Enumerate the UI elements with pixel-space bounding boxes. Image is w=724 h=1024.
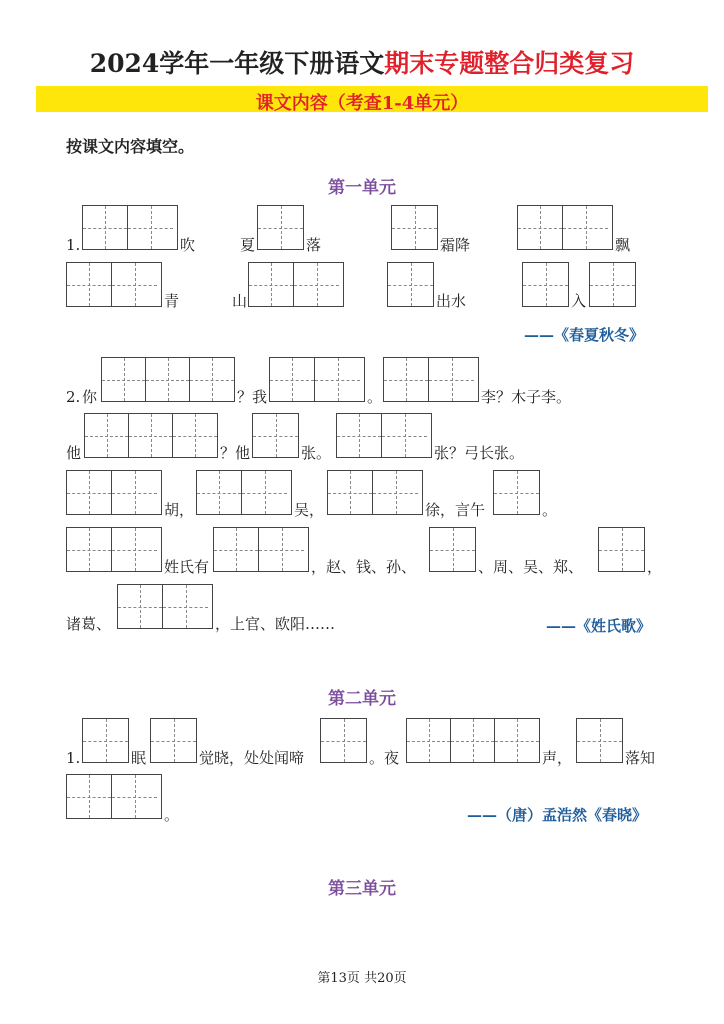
text-hu: 胡， xyxy=(164,501,195,519)
tianzige-cell[interactable] xyxy=(163,585,208,628)
text-period: 。 xyxy=(367,388,383,406)
tianzige-box[interactable] xyxy=(387,262,434,307)
text-xingshi: 姓氏有 xyxy=(164,558,210,576)
tianzige-cell[interactable] xyxy=(328,471,373,514)
tianzige-cell[interactable] xyxy=(294,263,339,306)
source-chunxiao: ——（唐）孟浩然《春晓》 xyxy=(467,806,648,824)
tianzige-cell[interactable] xyxy=(494,471,539,514)
tianzige-box[interactable] xyxy=(576,718,623,763)
tianzige-cell[interactable] xyxy=(270,358,315,401)
text-comma: ， xyxy=(647,558,663,576)
tianzige-cell[interactable] xyxy=(118,585,163,628)
tianzige-cell[interactable] xyxy=(249,263,294,306)
tianzige-box[interactable] xyxy=(320,718,367,763)
tianzige-cell[interactable] xyxy=(451,719,495,762)
tianzige-box[interactable] xyxy=(66,527,162,572)
tianzige-box[interactable] xyxy=(269,357,365,402)
tianzige-box[interactable] xyxy=(517,205,613,250)
tianzige-cell[interactable] xyxy=(384,358,429,401)
unit2-heading: 第二单元 xyxy=(328,689,396,709)
tianzige-box[interactable] xyxy=(66,470,162,515)
tianzige-box[interactable] xyxy=(150,718,197,763)
text-chushui: 出水 xyxy=(436,292,467,310)
text-qing: 青 xyxy=(164,292,180,310)
u2-q1-number: 1. xyxy=(66,749,81,767)
tianzige-cell[interactable] xyxy=(590,263,635,306)
tianzige-box[interactable] xyxy=(84,413,218,458)
tianzige-cell[interactable] xyxy=(259,528,304,571)
tianzige-box[interactable] xyxy=(82,205,178,250)
title-black: 2024学年一年级下册语文 xyxy=(89,49,385,78)
tianzige-cell[interactable] xyxy=(83,719,128,762)
tianzige-cell[interactable] xyxy=(83,206,128,249)
text-chui: 吹 xyxy=(180,236,196,254)
text-shan: 山 xyxy=(232,292,248,310)
tianzige-box[interactable] xyxy=(66,774,162,819)
tianzige-cell[interactable] xyxy=(112,263,157,306)
text-xia: 夏 xyxy=(240,236,256,254)
tianzige-box[interactable] xyxy=(327,470,423,515)
tianzige-cell[interactable] xyxy=(190,358,234,401)
tianzige-box[interactable] xyxy=(101,357,235,402)
tianzige-box[interactable] xyxy=(257,205,304,250)
tianzige-cell[interactable] xyxy=(129,414,173,457)
tianzige-box[interactable] xyxy=(196,470,292,515)
tianzige-box[interactable] xyxy=(493,470,540,515)
text-sheng: 声， xyxy=(542,749,573,767)
tianzige-cell[interactable] xyxy=(85,414,129,457)
tianzige-cell[interactable] xyxy=(151,719,196,762)
tianzige-cell[interactable] xyxy=(197,471,242,514)
text-shangguan: ，上官、欧阳…… xyxy=(215,615,336,633)
unit1-heading: 第一单元 xyxy=(328,178,396,198)
tianzige-cell[interactable] xyxy=(599,528,644,571)
tianzige-cell[interactable] xyxy=(373,471,418,514)
tianzige-box[interactable] xyxy=(252,413,299,458)
tianzige-cell[interactable] xyxy=(321,719,366,762)
text-ta: 他 xyxy=(66,444,82,462)
text-ni: 你 xyxy=(82,388,98,406)
text-ru: 入 xyxy=(571,292,587,310)
tianzige-cell[interactable] xyxy=(382,414,427,457)
tianzige-box[interactable] xyxy=(336,413,432,458)
text-zhang: 张。 xyxy=(301,444,332,462)
tianzige-box[interactable] xyxy=(589,262,636,307)
tianzige-box[interactable] xyxy=(391,205,438,250)
tianzige-cell[interactable] xyxy=(407,719,451,762)
tianzige-cell[interactable] xyxy=(173,414,217,457)
text-zhuge: 诸葛、 xyxy=(66,615,112,633)
page-title xyxy=(0,44,724,80)
text-period: 。 xyxy=(164,806,180,824)
tianzige-cell[interactable] xyxy=(146,358,190,401)
tianzige-cell[interactable] xyxy=(102,358,146,401)
text-ye: 。夜 xyxy=(369,749,400,767)
text-wu: 吴， xyxy=(294,501,325,519)
tianzige-cell[interactable] xyxy=(112,775,157,818)
text-period: 。 xyxy=(542,501,558,519)
tianzige-box[interactable] xyxy=(598,527,645,572)
tianzige-cell[interactable] xyxy=(214,528,259,571)
tianzige-cell[interactable] xyxy=(430,528,475,571)
tianzige-cell[interactable] xyxy=(337,414,382,457)
tianzige-cell[interactable] xyxy=(392,206,437,249)
text-xu: 徐，言午 xyxy=(425,501,486,519)
tianzige-cell[interactable] xyxy=(67,263,112,306)
tianzige-cell[interactable] xyxy=(67,471,112,514)
tianzige-box[interactable] xyxy=(248,262,344,307)
source-xingshige: ——《姓氏歌》 xyxy=(546,617,652,635)
text-q-ta: ？他 xyxy=(220,444,251,462)
tianzige-cell[interactable] xyxy=(523,263,568,306)
tianzige-box[interactable] xyxy=(82,718,129,763)
text-luozhi: 落知 xyxy=(625,749,656,767)
title-red: 期末专题整合归类复习 xyxy=(384,49,635,78)
text-zhaoqian: ，赵、钱、孙、 xyxy=(311,558,417,576)
text-piao: 飘 xyxy=(615,236,631,254)
tianzige-cell[interactable] xyxy=(518,206,563,249)
q1-number: 1. xyxy=(66,236,81,254)
text-li: 李？木子李。 xyxy=(481,388,572,406)
tianzige-cell[interactable] xyxy=(315,358,360,401)
text-q-wo: ？我 xyxy=(237,388,268,406)
tianzige-box[interactable] xyxy=(406,718,540,763)
tianzige-cell[interactable] xyxy=(258,206,303,249)
text-zhouwu: 、周、吴、郑、 xyxy=(478,558,584,576)
tianzige-cell[interactable] xyxy=(67,528,112,571)
tianzige-cell[interactable] xyxy=(67,775,112,818)
tianzige-box[interactable] xyxy=(117,584,213,629)
text-zhang-gongchang: 张？弓长张。 xyxy=(434,444,525,462)
tianzige-box[interactable] xyxy=(213,527,309,572)
tianzige-cell[interactable] xyxy=(563,206,608,249)
text-shuangjiang: 霜降 xyxy=(440,236,471,254)
banner-text: 课文内容（考查1-4单元） xyxy=(255,93,469,114)
q2-number: 2. xyxy=(66,388,81,406)
instruction: 按课文内容填空。 xyxy=(66,137,195,156)
tianzige-cell[interactable] xyxy=(242,471,287,514)
tianzige-box[interactable] xyxy=(383,357,479,402)
text-juexiao: 觉晓，处处闻啼 xyxy=(199,749,305,767)
text-mian: 眠 xyxy=(131,749,147,767)
tianzige-cell[interactable] xyxy=(253,414,298,457)
tianzige-cell[interactable] xyxy=(112,471,157,514)
tianzige-cell[interactable] xyxy=(112,528,157,571)
unit3-heading: 第三单元 xyxy=(328,879,396,899)
tianzige-cell[interactable] xyxy=(429,358,474,401)
source-chunxiaqiudong: ——《春夏秋冬》 xyxy=(524,326,645,344)
tianzige-cell[interactable] xyxy=(577,719,622,762)
page-number: 第13页 共20页 xyxy=(317,971,407,986)
tianzige-box[interactable] xyxy=(429,527,476,572)
tianzige-cell[interactable] xyxy=(388,263,433,306)
tianzige-box[interactable] xyxy=(66,262,162,307)
text-luo: 落 xyxy=(306,236,322,254)
tianzige-box[interactable] xyxy=(522,262,569,307)
tianzige-cell[interactable] xyxy=(128,206,173,249)
tianzige-cell[interactable] xyxy=(495,719,539,762)
